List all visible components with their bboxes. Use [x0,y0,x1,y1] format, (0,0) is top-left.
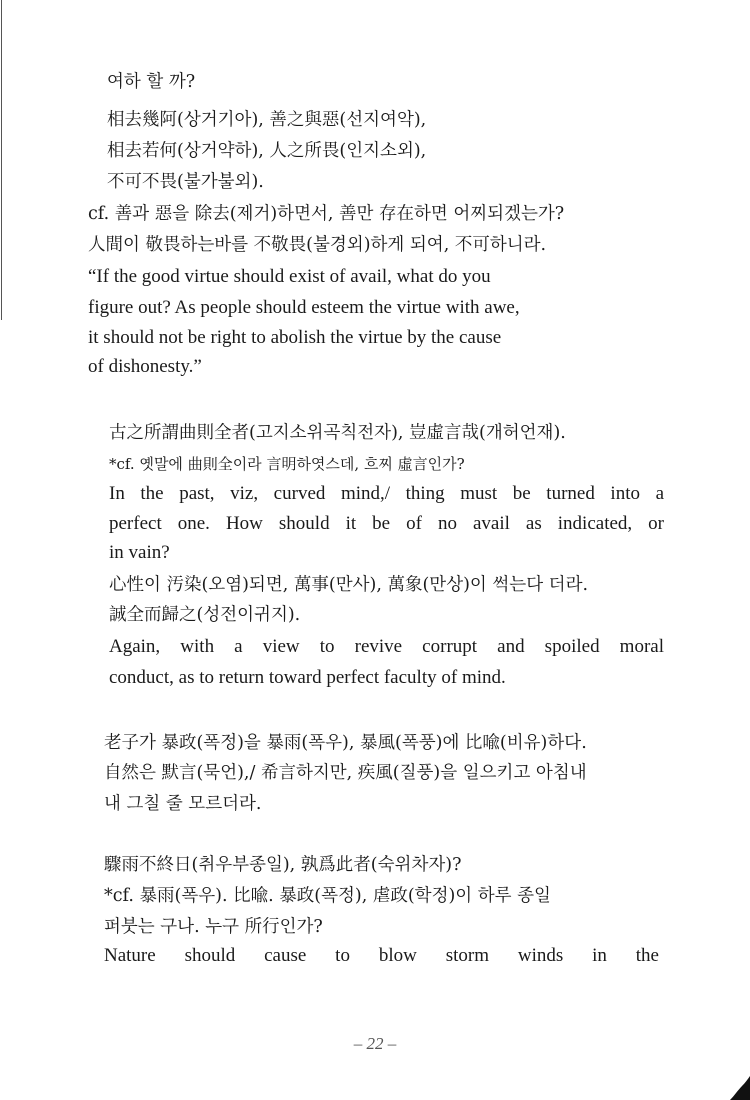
page-number: – 22 – [353,1034,397,1053]
english-line: in vain? [109,542,170,563]
english-line: perfect one. How should it be of no avail as indicated, or [109,513,664,534]
scan-edge-line [1,0,2,320]
text-line: 心性이 汚染(오염)되면, 萬事(만사), 萬象(만상)이 썩는다 더라. [109,575,589,595]
english-line: In the past, viz, curved mind,/ thing must be turned into a [109,483,664,504]
english-line: Nature should cause to blow storm winds in the [104,945,659,966]
text-line: 老子가 暴政(폭정)을 暴雨(폭우), 暴風(폭풍)에 比喩(비유)하다. [104,733,587,753]
text-line: 相去若何(상거약하), 人之所畏(인지소외), [107,141,427,161]
text-line: 人間이 敬畏하는바를 不敬畏(불경외)하게 되여, 不可하니라. [88,235,547,255]
english-line: “If the good virtue should exist of avail, what do you [88,266,491,287]
text-line: cf. 善과 惡을 除去(제거)하면서, 善만 存在하면 어찌되겠는가? [88,204,565,224]
text-line: 驟雨不終日(취우부종일), 孰爲此者(숙위차자)? [104,855,462,875]
english-line: figure out? As people should esteem the virtue with awe, [88,297,520,318]
english-line: Again, with a view to revive corrupt and spoiled moral [109,636,664,657]
text-line: 내 그칠 줄 모르더라. [104,794,262,814]
text-line: 相去幾阿(상거기아), 善之與惡(선지여악), [107,110,427,130]
text-line: 誠全而歸之(성전이귀지). [109,605,301,625]
text-line: 古之所謂曲則全者(고지소위곡칙전자), 豈虛言哉(개허언재). [109,423,566,443]
text-line: 自然은 默言(묵언),/ 希言하지만, 疾風(질풍)을 일으키고 아침내 [104,763,587,783]
english-line: conduct, as to return toward perfect faculty of mind. [109,667,506,688]
text-line: 여하 할 까? [107,72,196,92]
text-line: 不可不畏(불가불외). [107,172,264,192]
english-line: it should not be right to abolish the virtue by the cause [88,327,502,348]
text-line: *cf. 옛말에 曲則全이라 言明하엿스데, 흐찌 虛言인가? [109,455,465,473]
corner-smudge [728,1074,750,1100]
text-line: *cf. 暴雨(폭우). 比喩. 暴政(폭정), 虐政(학정)이 하루 종일 [104,886,551,906]
english-line: of dishonesty.” [88,356,202,377]
text-line: 퍼붓는 구나. 누구 所行인가? [104,917,323,937]
